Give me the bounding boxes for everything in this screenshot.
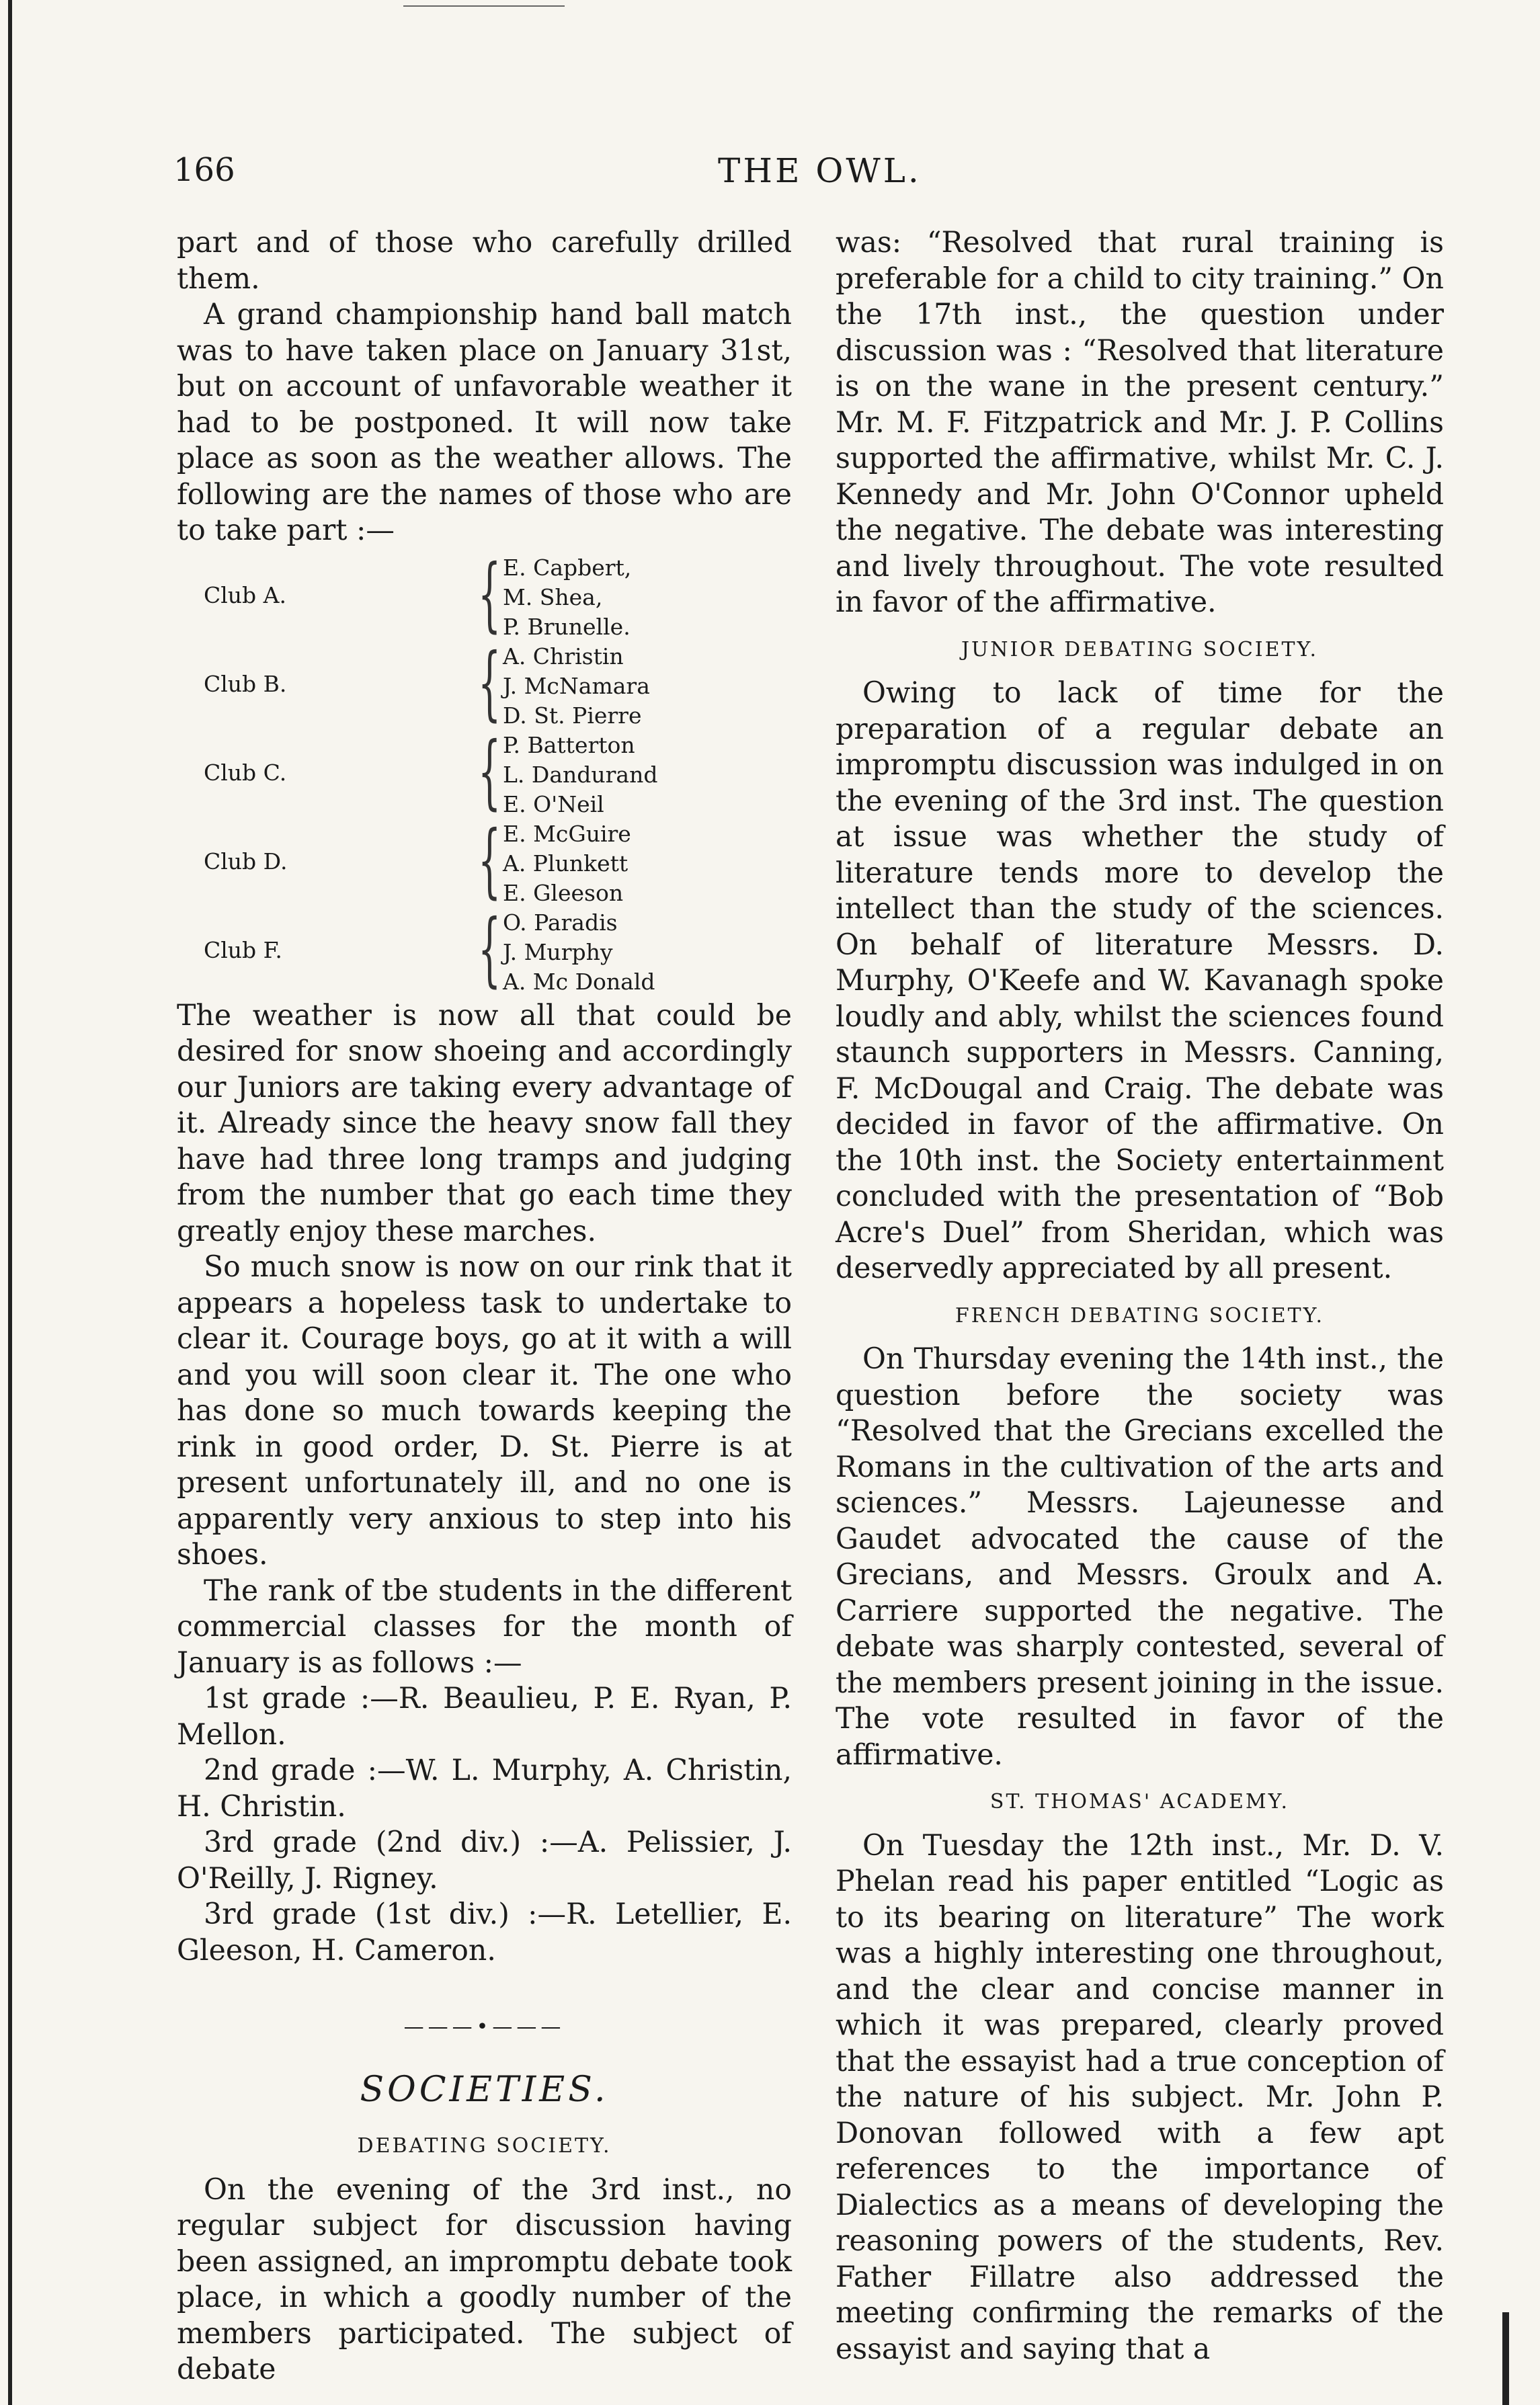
- paragraph: On the evening of the 3rd inst., no regular subject for discussion having been assigned, an impromptu debate took place, in which a goodly number of the members participated. The subject of debate: [177, 2172, 792, 2386]
- paragraph: On Tuesday the 12th inst., Mr. D. V. Phelan read his paper entitled “Logic as to its bearing on literature” The work was a highly interesting one throughout, and the clear and concise manner in which it was prepared, clearly proved that the essayist had a true conception of the nature of his subject. Mr. John P. Donovan followed with a few apt references to the importance of Dialectics as a means of developing the reasoning powers of the students, Rev. Father Fillatre also addressed the meeting confirming the remarks of the essayist and saying that a: [836, 1828, 1444, 2366]
- club-name: Club C.: [204, 759, 287, 786]
- club-entry: [177, 547, 792, 642]
- page-number: 166: [173, 151, 235, 189]
- club-member: J. Murphy: [503, 938, 613, 965]
- paragraph: A grand championship hand ball match was to have taken place on January 31st, but on account of unfavorable weather it had to be postponed. It will now take place as soon as the weather allows. The following are the names of those who are to take part :—: [177, 298, 792, 547]
- club-entry: [177, 902, 792, 997]
- club-entry: [177, 813, 792, 908]
- scan-edge-right: [1502, 2312, 1509, 2405]
- subsection-heading: ST. THOMAS' ACADEMY.: [989, 1790, 1290, 1813]
- paragraph: was: “Resolved that rural training is preferable for a child to city training.” On the 17th inst., the question under discussion was : “Resolved that literature is on the wane in the present century.” Mr. M. F. Fitzpatrick and Mr. J. P. Collins supported the affirmative, whilst Mr. C. J. Kennedy and Mr. John O'Connor upheld the negative. The debate was interesting and lively throughout. The vote resulted in favor of the affirmative.: [836, 226, 1444, 619]
- club-name: Club F.: [204, 936, 282, 963]
- club-members: [503, 819, 631, 908]
- club-name: Club B.: [204, 670, 287, 697]
- club-name: Club A.: [204, 581, 286, 608]
- subsection-heading: JUNIOR DEBATING SOCIETY.: [961, 637, 1319, 661]
- grade-entry: 1st grade :—R. Beaulieu, P. E. Ryan, P. Mellon.: [177, 1682, 792, 1752]
- club-member: L. Dandurand: [503, 761, 658, 788]
- brace-glyph: {: [478, 725, 501, 819]
- club-list: [177, 547, 792, 997]
- club-member: A. Christin: [503, 643, 624, 669]
- brace-glyph: {: [478, 547, 501, 641]
- club-entry: [177, 636, 792, 731]
- club-member: P. Brunelle.: [503, 613, 631, 640]
- club-member: E. O'Neil: [503, 790, 604, 817]
- paragraph: Owing to lack of time for the preparation of a regular debate an impromptu discussion was indulged in on the evening of the 3rd inst. The question at issue was whether the study of literature tends more to develop the intellect than the study of the sciences. On behalf of literature Messrs. D. Murphy, O'Keefe and W. Kavanagh spoke loudly and ably, whilst the sciences found staunch supporters in Messrs. Canning, F. McDougal and Craig. The debate was decided in favor of the affirmative. On the 10th inst. the Society entertainment concluded with the presentation of “Bob Acre's Duel” from Sheridan, which was deservedly appreciated by all present.: [836, 676, 1444, 1285]
- brace-glyph: {: [478, 813, 501, 907]
- section-title: SOCIETIES.: [360, 2069, 609, 2110]
- club-member: O. Paradis: [503, 909, 618, 936]
- club-member: J. McNamara: [503, 672, 650, 699]
- scan-edge-left: [8, 0, 12, 2405]
- club-member: M. Shea,: [503, 583, 603, 610]
- right-column: [836, 225, 1444, 2367]
- subsection-heading: FRENCH DEBATING SOCIETY.: [955, 1303, 1325, 1328]
- subsection-heading: DEBATING SOCIETY.: [357, 2134, 612, 2158]
- page-header: [173, 151, 1457, 205]
- journal-title: THE OWL.: [718, 151, 922, 190]
- club-name: Club D.: [204, 848, 288, 874]
- club-members: [503, 731, 657, 819]
- club-member: E. McGuire: [503, 820, 631, 847]
- club-member: A. Mc Donald: [503, 968, 655, 995]
- club-member: D. St. Pierre: [503, 702, 642, 729]
- club-member: A. Plunkett: [503, 850, 629, 877]
- club-entry: [177, 725, 792, 819]
- paragraph: The weather is now all that could be desired for snow shoeing and accordingly our Juniors are taking every advantage of it. Already since the heavy snow fall they have had three long tramps and judging from the number that go each time they greatly enjoy these marches.: [177, 998, 792, 1248]
- club-members: [503, 908, 655, 997]
- paragraph: On Thursday evening the 14th inst., the question before the society was “Resolved that the Grecians excelled the Romans in the cultivation of the arts and sciences.” Messrs. Lajeunesse and Gaudet advocated the cause of the Grecians, and Messrs. Groulx and A. Carriere supported the negative. The debate was sharply contested, several of the members present joining in the issue. The vote resulted in favor of the affirmative.: [836, 1342, 1444, 1772]
- brace-glyph: {: [478, 902, 501, 996]
- brace-glyph: {: [478, 636, 501, 730]
- club-members: [503, 553, 631, 642]
- club-member: E. Gleeson: [503, 879, 624, 906]
- club-members: [503, 642, 650, 731]
- paragraph: part and of those who carefully drilled them.: [177, 226, 792, 296]
- grade-entry: 3rd grade (2nd div.) :—A. Pelissier, J. O'Reilly, J. Rigney.: [177, 1826, 792, 1896]
- club-member: P. Batterton: [503, 731, 635, 758]
- grade-entry: 2nd grade :—W. L. Murphy, A. Christin, H. Christin.: [177, 1754, 792, 1824]
- paragraph: The rank of tbe students in the different commercial classes for the month of January is as follows :—: [177, 1574, 792, 1680]
- section-ornament: ———•———: [403, 2015, 565, 2039]
- grade-entry: 3rd grade (1st div.) :—R. Letellier, E. Gleeson, H. Cameron.: [177, 1898, 792, 1967]
- scan-top-rule: [403, 5, 565, 7]
- paragraph: So much snow is now on our rink that it appears a hopeless task to undertake to clear it. Courage boys, go at it with a will and you will soon clear it. The one who has done so much towards keeping the rink in good order, D. St. Pierre is at present unfortunately ill, and no one is apparently very anxious to step into his shoes.: [177, 1250, 792, 1572]
- club-member: E. Capbert,: [503, 554, 632, 581]
- left-column: [177, 225, 792, 2388]
